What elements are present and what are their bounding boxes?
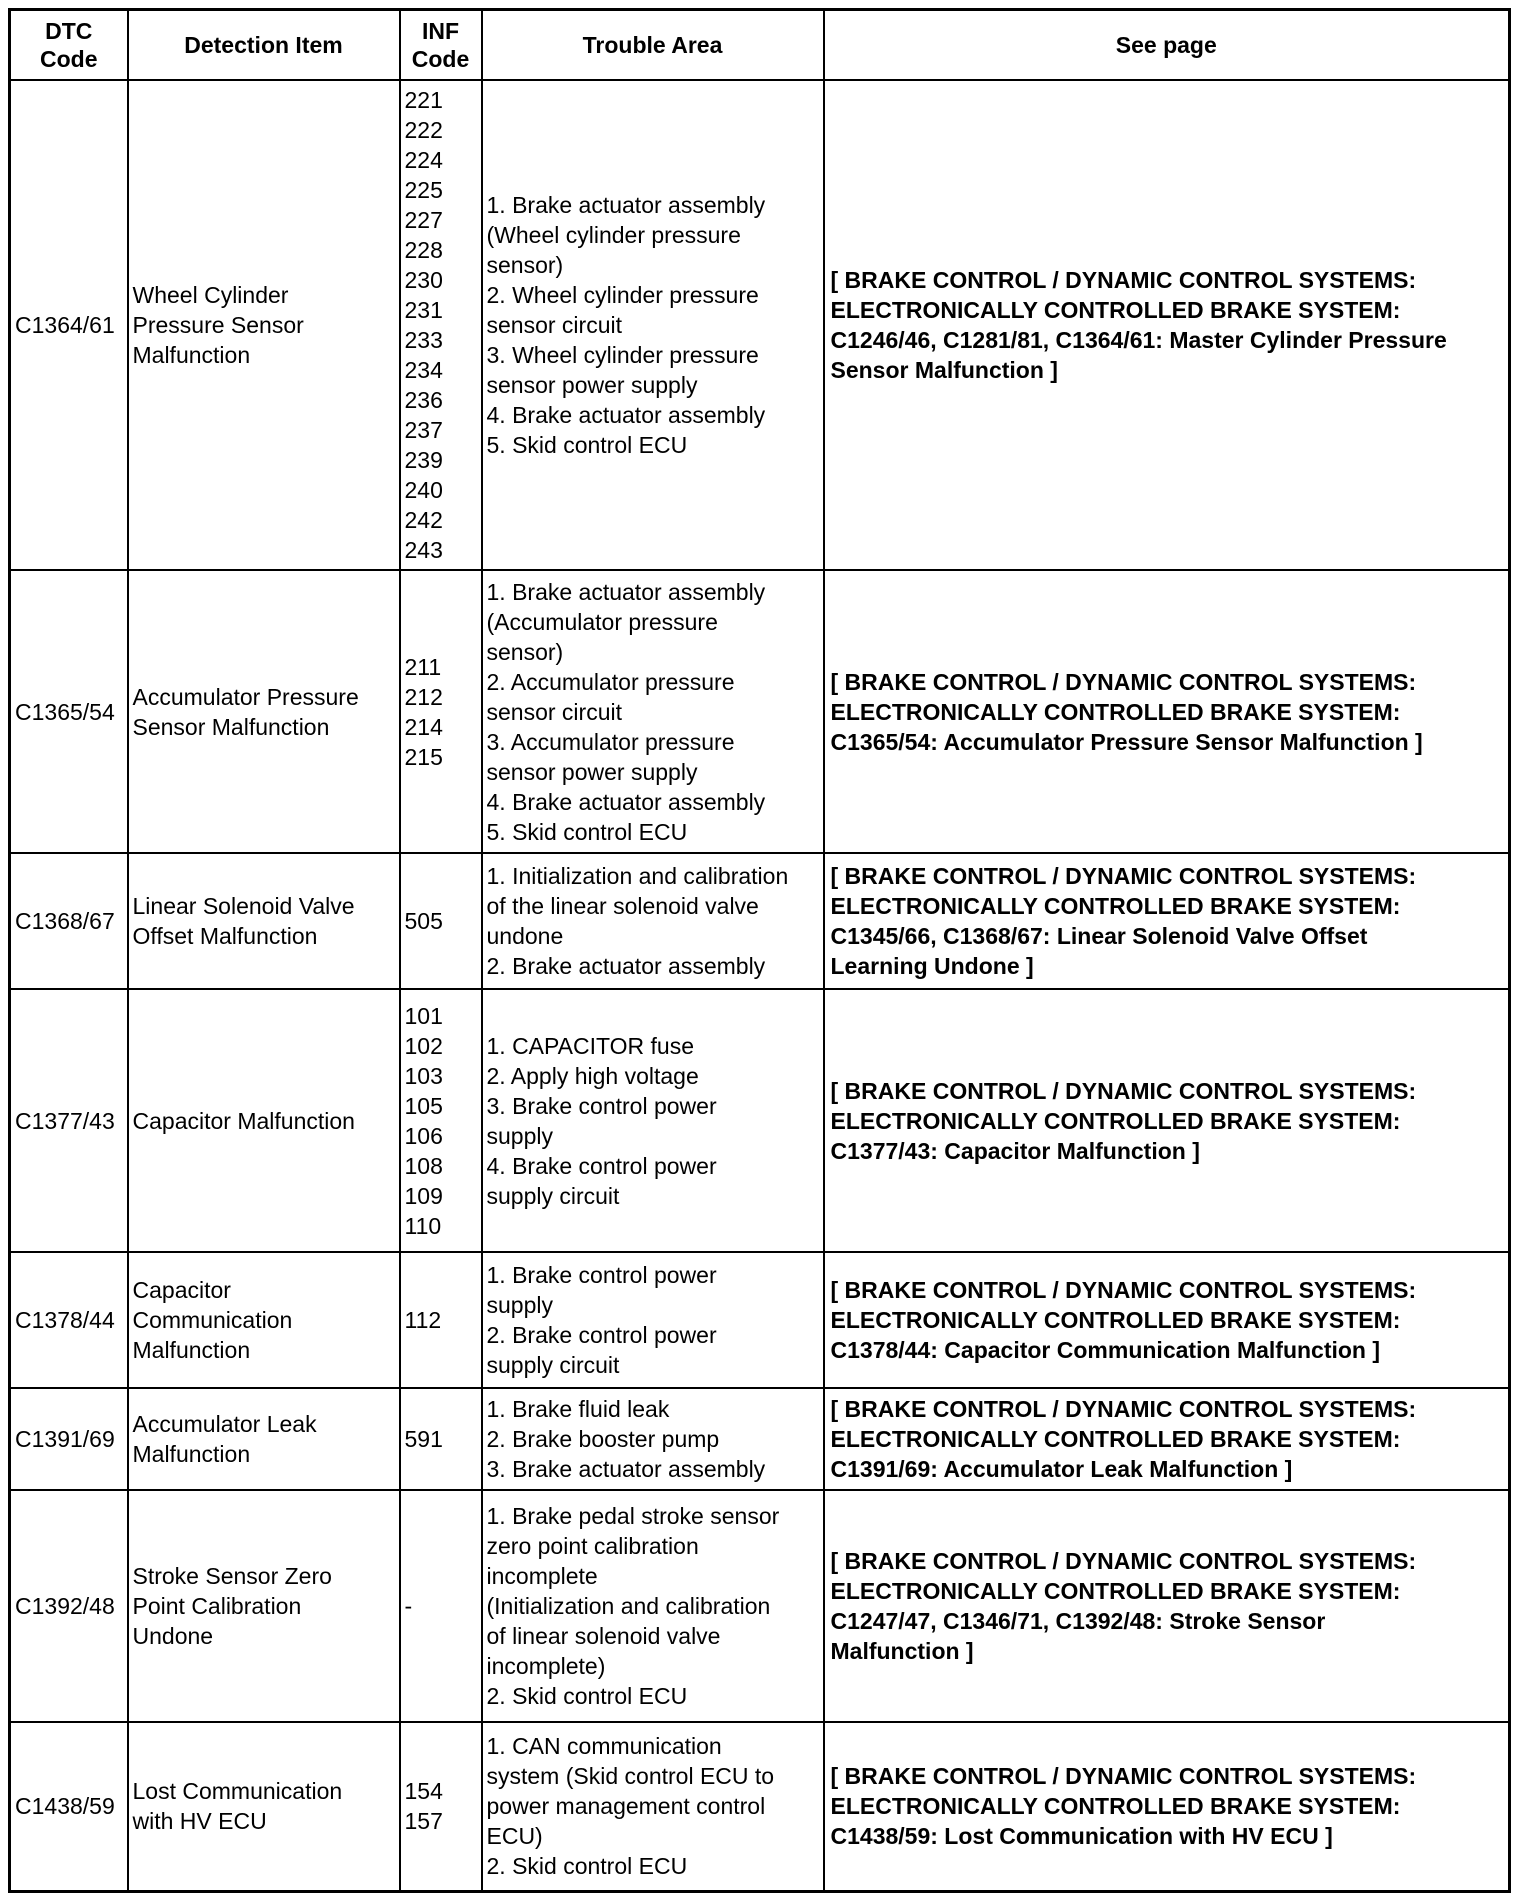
dtc-code-cell: C1392/48 [10, 1490, 128, 1722]
detection-item-cell: Accumulator Pressure Sensor Malfunction [128, 570, 400, 853]
dtc-code-cell: C1378/44 [10, 1252, 128, 1388]
see-page-cell: [ BRAKE CONTROL / DYNAMIC CONTROL SYSTEMS: ELECTRONICALLY CONTROLLED BRAKE SYSTEM: C1438/59: Lost Communication with HV ECU ] [824, 1722, 1510, 1891]
trouble-area-cell: 1. Brake actuator assembly (Accumulator pressure sensor) 2. Accumulator pressure sensor circuit 3. Accumulator pressure sensor power supply 4. Brake actuator assembly 5. Skid control ECU [482, 570, 824, 853]
inf-code-cell: 211 212 214 215 [400, 570, 482, 853]
header-see-page: See page [824, 10, 1510, 81]
dtc-table [8, 8, 1511, 1893]
inf-code-cell: 112 [400, 1252, 482, 1388]
detection-item-cell: Wheel Cylinder Pressure Sensor Malfunction [128, 80, 400, 570]
trouble-area-cell: 1. Brake control power supply 2. Brake control power supply circuit [482, 1252, 824, 1388]
detection-item-cell: Stroke Sensor Zero Point Calibration Undone [128, 1490, 400, 1722]
see-page-cell: [ BRAKE CONTROL / DYNAMIC CONTROL SYSTEMS: ELECTRONICALLY CONTROLLED BRAKE SYSTEM: C1377/43: Capacitor Malfunction ] [824, 989, 1510, 1252]
see-page-cell: [ BRAKE CONTROL / DYNAMIC CONTROL SYSTEMS: ELECTRONICALLY CONTROLLED BRAKE SYSTEM: C1247/47, C1346/71, C1392/48: Stroke Sensor Malfunction ] [824, 1490, 1510, 1722]
see-page-cell: [ BRAKE CONTROL / DYNAMIC CONTROL SYSTEMS: ELECTRONICALLY CONTROLLED BRAKE SYSTEM: C1365/54: Accumulator Pressure Sensor Malfunction ] [824, 570, 1510, 853]
see-page-cell: [ BRAKE CONTROL / DYNAMIC CONTROL SYSTEMS: ELECTRONICALLY CONTROLLED BRAKE SYSTEM: C1246/46, C1281/81, C1364/61: Master Cylinder Pressure Sensor Malfunction ] [824, 80, 1510, 570]
trouble-area-cell: 1. Initialization and calibration of the linear solenoid valve undone 2. Brake actuator assembly [482, 853, 824, 989]
dtc-code-cell: C1365/54 [10, 570, 128, 853]
trouble-area-cell: 1. CAPACITOR fuse 2. Apply high voltage 3. Brake control power supply 4. Brake control power supply circuit [482, 989, 824, 1252]
table-row [10, 989, 1510, 1252]
inf-code-cell: 591 [400, 1388, 482, 1490]
detection-item-cell: Accumulator Leak Malfunction [128, 1388, 400, 1490]
table-row [10, 80, 1510, 570]
detection-item-cell: Capacitor Communication Malfunction [128, 1252, 400, 1388]
table-row [10, 853, 1510, 989]
dtc-code-cell: C1438/59 [10, 1722, 128, 1891]
trouble-area-cell: 1. Brake pedal stroke sensor zero point calibration incomplete (Initialization and calibration of linear solenoid valve incomplete) 2. Skid control ECU [482, 1490, 824, 1722]
inf-code-cell: - [400, 1490, 482, 1722]
header-dtc-code: DTC Code [10, 10, 128, 81]
see-page-cell: [ BRAKE CONTROL / DYNAMIC CONTROL SYSTEMS: ELECTRONICALLY CONTROLLED BRAKE SYSTEM: C1378/44: Capacitor Communication Malfunction ] [824, 1252, 1510, 1388]
trouble-area-cell: 1. Brake fluid leak 2. Brake booster pump 3. Brake actuator assembly [482, 1388, 824, 1490]
see-page-cell: [ BRAKE CONTROL / DYNAMIC CONTROL SYSTEMS: ELECTRONICALLY CONTROLLED BRAKE SYSTEM: C1391/69: Accumulator Leak Malfunction ] [824, 1388, 1510, 1490]
table-row [10, 1722, 1510, 1891]
detection-item-cell: Lost Communication with HV ECU [128, 1722, 400, 1891]
header-row [10, 10, 1510, 81]
inf-code-cell: 154 157 [400, 1722, 482, 1891]
dtc-code-cell: C1391/69 [10, 1388, 128, 1490]
header-trouble-area: Trouble Area [482, 10, 824, 81]
header-detection-item: Detection Item [128, 10, 400, 81]
detection-item-cell: Linear Solenoid Valve Offset Malfunction [128, 853, 400, 989]
dtc-code-cell: C1377/43 [10, 989, 128, 1252]
dtc-code-cell: C1368/67 [10, 853, 128, 989]
header-inf-code: INF Code [400, 10, 482, 81]
table-row [10, 1490, 1510, 1722]
trouble-area-cell: 1. CAN communication system (Skid control ECU to power management control ECU) 2. Skid control ECU [482, 1722, 824, 1891]
inf-code-cell: 221 222 224 225 227 228 230 231 233 234 236 237 239 240 242 243 [400, 80, 482, 570]
inf-code-cell: 505 [400, 853, 482, 989]
table-row [10, 1388, 1510, 1490]
dtc-code-cell: C1364/61 [10, 80, 128, 570]
table-row [10, 570, 1510, 853]
inf-code-cell: 101 102 103 105 106 108 109 110 [400, 989, 482, 1252]
see-page-cell: [ BRAKE CONTROL / DYNAMIC CONTROL SYSTEMS: ELECTRONICALLY CONTROLLED BRAKE SYSTEM: C1345/66, C1368/67: Linear Solenoid Valve Offset Learning Undone ] [824, 853, 1510, 989]
table-row [10, 1252, 1510, 1388]
detection-item-cell: Capacitor Malfunction [128, 989, 400, 1252]
table-body [10, 80, 1510, 1891]
trouble-area-cell: 1. Brake actuator assembly (Wheel cylinder pressure sensor) 2. Wheel cylinder pressure sensor circuit 3. Wheel cylinder pressure sensor power supply 4. Brake actuator assembly 5. Skid control ECU [482, 80, 824, 570]
